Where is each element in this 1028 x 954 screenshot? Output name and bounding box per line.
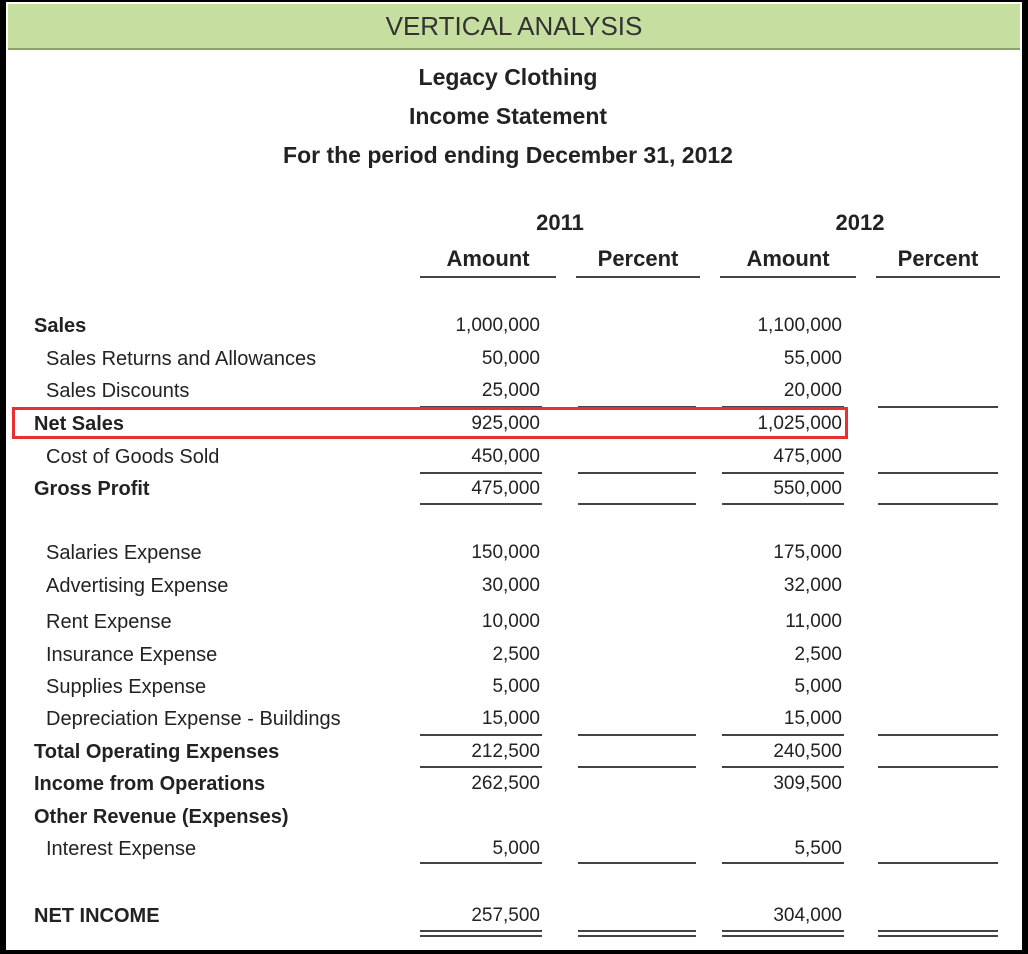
row-2012-sales: 1,100,000 <box>757 315 842 336</box>
company-name: Legacy Clothing <box>418 64 598 90</box>
row-2011-total-opex: 212,500 <box>471 741 540 762</box>
row-2011-sales-returns: 50,000 <box>481 348 540 369</box>
row-2012-cogs: 475,000 <box>773 446 842 467</box>
statement-title: Income Statement <box>408 103 608 129</box>
subtotal-rule <box>878 862 998 864</box>
row-label-other-revenue: Other Revenue (Expenses) <box>34 806 289 828</box>
double-rule <box>420 930 542 932</box>
row-2012-total-opex: 240,500 <box>773 741 842 762</box>
row-2011-advertising: 30,000 <box>481 575 540 596</box>
row-2011-insurance: 2,500 <box>492 644 540 665</box>
subtotal-rule <box>420 503 542 505</box>
header-rule <box>876 276 1000 278</box>
row-2011-cogs: 450,000 <box>471 446 540 467</box>
row-label-net-sales: Net Sales <box>34 413 125 435</box>
row-2011-depreciation: 15,000 <box>481 708 540 729</box>
subtotal-rule <box>722 472 844 474</box>
row-label-cogs: Cost of Goods Sold <box>46 446 220 468</box>
row-2011-rent: 10,000 <box>481 611 540 632</box>
subtotal-rule <box>878 406 998 408</box>
row-2011-sales-discounts: 25,000 <box>481 380 540 401</box>
subtotal-rule <box>420 734 542 736</box>
row-2012-salaries: 175,000 <box>773 542 842 563</box>
subtotal-rule <box>578 766 696 768</box>
subtotal-rule <box>420 472 542 474</box>
row-2012-interest: 5,500 <box>794 838 842 859</box>
subtotal-rule <box>878 503 998 505</box>
subtotal-rule <box>878 734 998 736</box>
row-2011-gross-profit: 475,000 <box>471 478 540 499</box>
row-2011-net-sales: 925,000 <box>471 413 540 434</box>
row-2012-rent: 11,000 <box>785 611 842 632</box>
double-rule <box>578 935 696 937</box>
row-label-gross-profit: Gross Profit <box>34 478 150 500</box>
row-2012-depreciation: 15,000 <box>783 708 842 729</box>
subtotal-rule <box>722 734 844 736</box>
row-label-sales: Sales <box>34 315 87 337</box>
double-rule <box>420 935 542 937</box>
row-2012-insurance: 2,500 <box>794 644 842 665</box>
row-2012-income-ops: 309,500 <box>773 773 842 794</box>
subtotal-rule <box>578 472 696 474</box>
row-2012-sales-discounts: 20,000 <box>783 380 842 401</box>
year-2012-header: 2012 <box>835 210 885 235</box>
row-label-rent: Rent Expense <box>46 611 172 633</box>
double-rule <box>878 930 998 932</box>
subtotal-rule <box>578 503 696 505</box>
percent-2012-header: Percent <box>897 246 979 271</box>
row-label-net-income: NET INCOME <box>34 905 160 927</box>
period-line: For the period ending December 31, 2012 <box>283 142 733 168</box>
double-rule <box>878 935 998 937</box>
row-label-insurance: Insurance Expense <box>46 644 218 666</box>
row-label-total-opex: Total Operating Expenses <box>34 741 280 763</box>
row-label-sales-discounts: Sales Discounts <box>46 380 190 402</box>
percent-2011-header: Percent <box>597 246 679 271</box>
subtotal-rule <box>722 766 844 768</box>
header-rule <box>420 276 556 278</box>
row-2011-income-ops: 262,500 <box>471 773 540 794</box>
amount-2012-header: Amount <box>746 246 830 271</box>
row-2011-supplies: 5,000 <box>492 676 540 697</box>
row-label-depreciation: Depreciation Expense - Buildings <box>46 708 341 730</box>
banner-title: VERTICAL ANALYSIS <box>8 4 1020 50</box>
subtotal-rule <box>878 472 998 474</box>
row-label-income-ops: Income from Operations <box>34 773 266 795</box>
header-rule <box>720 276 856 278</box>
row-2012-net-income: 304,000 <box>773 905 842 926</box>
row-label-advertising: Advertising Expense <box>46 575 229 597</box>
row-label-supplies: Supplies Expense <box>46 676 207 698</box>
row-label-salaries: Salaries Expense <box>46 542 202 564</box>
double-rule <box>722 930 844 932</box>
double-rule <box>722 935 844 937</box>
row-2012-supplies: 5,000 <box>794 676 842 697</box>
subtotal-rule <box>722 862 844 864</box>
subtotal-rule <box>420 766 542 768</box>
row-label-sales-returns: Sales Returns and Allowances <box>46 348 317 370</box>
row-label-interest: Interest Expense <box>46 838 197 860</box>
double-rule <box>578 930 696 932</box>
header-rule <box>576 276 700 278</box>
amount-2011-header: Amount <box>446 246 530 271</box>
row-2011-interest: 5,000 <box>492 838 540 859</box>
subtotal-rule <box>878 766 998 768</box>
subtotal-rule <box>578 862 696 864</box>
row-2011-salaries: 150,000 <box>471 542 540 563</box>
row-2011-sales: 1,000,000 <box>455 315 540 336</box>
subtotal-rule <box>420 862 542 864</box>
row-2012-sales-returns: 55,000 <box>783 348 842 369</box>
row-2012-advertising: 32,000 <box>783 575 842 596</box>
row-2011-net-income: 257,500 <box>471 905 540 926</box>
year-2011-header: 2011 <box>536 210 584 235</box>
row-2012-gross-profit: 550,000 <box>773 478 842 499</box>
subtotal-rule <box>578 734 696 736</box>
row-2012-net-sales: 1,025,000 <box>757 413 842 434</box>
subtotal-rule <box>722 503 844 505</box>
